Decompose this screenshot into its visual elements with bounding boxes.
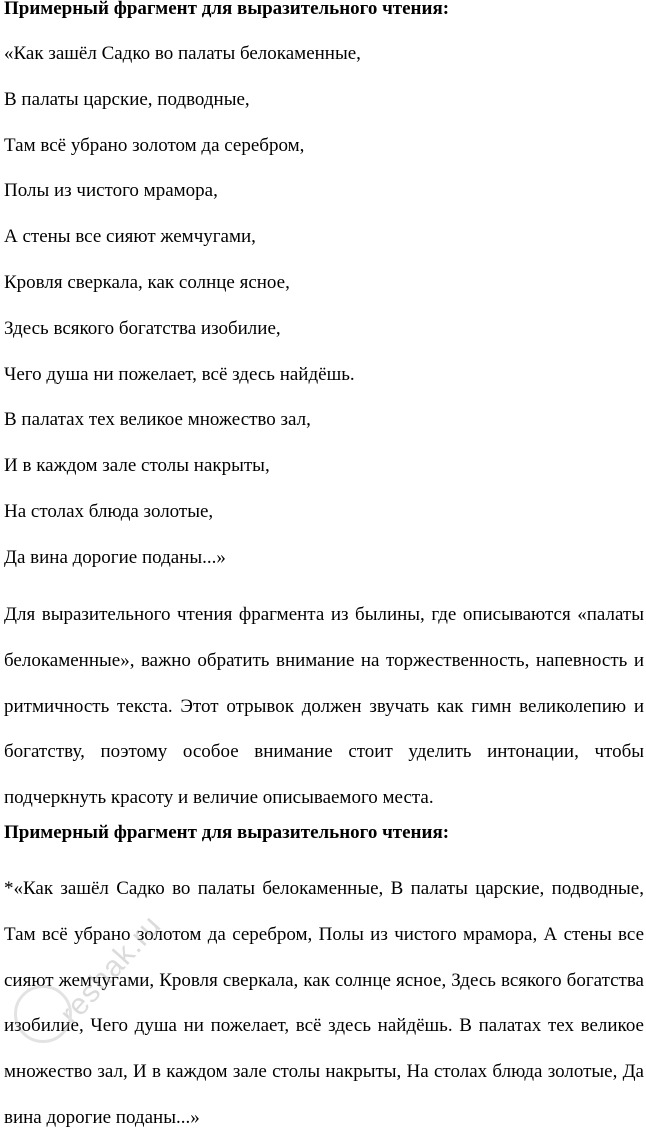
reading-advice-paragraph: Для выразительного чтения фрагмента из былины, где описываются «палаты белокаменные», важно обратить внимание на торжественность, напевность и ритмичность текста. Этот отрывок должен звучать как гимн великолепию и богатству, поэтому особое внимание стоит уделить интонации, чтобы подчеркнуть красоту и величие описываемого места. (4, 604, 644, 809)
poem-line: На столах блюда золотые, (4, 500, 214, 522)
watermark-text: reshak.ru (53, 908, 168, 1031)
section1-heading: Примерный фрагмент для выразительного чтения: (4, 0, 450, 19)
poem-line: В палатах тех великое множество зал, (4, 409, 311, 431)
section2-heading: Примерный фрагмент для выразительного чтения: (4, 822, 450, 843)
poem-line: А стены все сияют жемчугами, (4, 226, 256, 248)
poem-line: И в каждом зале столы накрыты, (4, 455, 270, 477)
poem-line: В палаты царские, подводные, (4, 88, 250, 110)
poem-prose-paragraph: *«Как зашёл Садко во палаты белокаменные, В палаты царские, подводные, Там всё убрано золотом да серебром, Полы из чистого мрамора, А стены все сияют жемчугами, Кровля сверкала, как солнце ясное, Здесь всякого богатства изобилие, Чего душа ни пожелает, всё здесь найдёшь. В палатах тех великое множество зал, И в каждом зале столы накрыты, На столах блюда золотые, Да вина дорогие поданы...» (4, 878, 644, 1128)
poem-line: Полы из чистого мрамора, (4, 180, 218, 202)
poem-line: Здесь всякого богатства изобилие, (4, 317, 281, 339)
poem-line: Чего душа ни пожелает, всё здесь найдёшь. (4, 363, 355, 385)
poem-line: Там всё убрано золотом да серебром, (4, 134, 305, 156)
poem-line: «Как зашёл Садко во палаты белокаменные, (4, 43, 361, 64)
poem-line: Да вина дорогие поданы...» (4, 546, 226, 568)
poem-line: Кровля сверкала, как солнце ясное, (4, 271, 290, 293)
poem-fragment (4, 42, 361, 592)
